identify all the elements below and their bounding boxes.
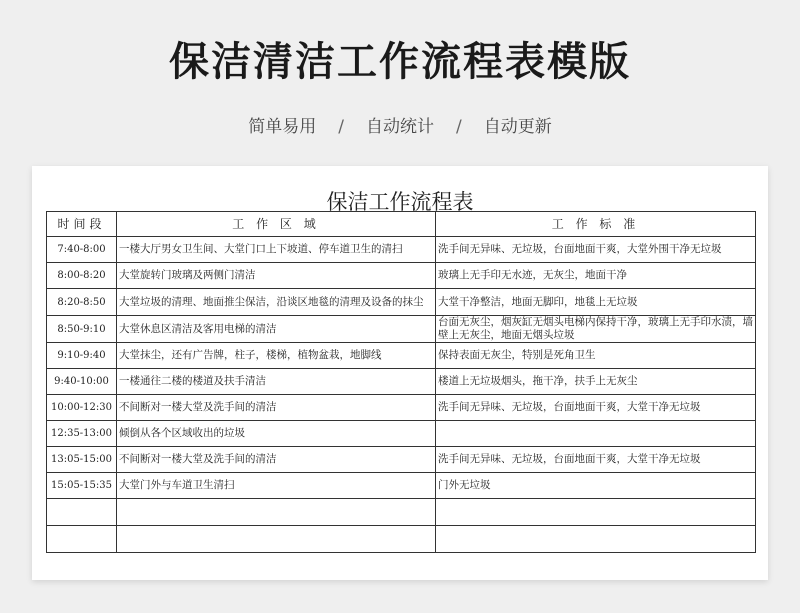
table-row-empty [47, 526, 756, 553]
table-row [47, 289, 756, 316]
cell-standard [436, 421, 756, 447]
cell-standard: 保持表面无灰尘，特别是死角卫生 [436, 343, 756, 369]
cell-standard: 门外无垃圾 [436, 473, 756, 499]
table-row [47, 369, 756, 395]
cell-area: 一楼大厅男女卫生间、大堂门口上下坡道、停车道卫生的清扫 [117, 237, 436, 263]
table-row [47, 473, 756, 499]
table-row [47, 263, 756, 289]
cell-time: 7:40-8:00 [47, 237, 117, 263]
cell-standard: 大堂干净整洁，地面无脚印，地毯上无垃圾 [436, 289, 756, 316]
cell-time [47, 526, 117, 553]
cell-standard: 台面无灰尘，烟灰缸无烟头电梯内保持干净，玻璃上无手印水渍，墙壁上无灰尘，地面无烟头垃圾 [436, 316, 756, 343]
table-row [47, 447, 756, 473]
cell-time: 10:00-12:30 [47, 395, 117, 421]
table-row [47, 421, 756, 447]
workflow-table [46, 211, 756, 553]
cell-time: 8:00-8:20 [47, 263, 117, 289]
table-row [47, 316, 756, 343]
table-row [47, 237, 756, 263]
tag-separator: / [456, 117, 462, 137]
cell-time: 15:05-15:35 [47, 473, 117, 499]
tag-separator: / [338, 117, 344, 137]
cell-time: 8:50-9:10 [47, 316, 117, 343]
cell-time: 13:05-15:00 [47, 447, 117, 473]
table-row-empty [47, 499, 756, 526]
cell-standard [436, 499, 756, 526]
cell-area: 一楼通往二楼的楼道及扶手清洁 [117, 369, 436, 395]
cell-area [117, 526, 436, 553]
feature-tags [0, 112, 800, 137]
cell-time: 9:10-9:40 [47, 343, 117, 369]
cell-standard: 楼道上无垃圾烟头，拖干净，扶手上无灰尘 [436, 369, 756, 395]
cell-area: 不间断对一楼大堂及洗手间的清洁 [117, 447, 436, 473]
cell-time: 8:20-8:50 [47, 289, 117, 316]
cell-standard: 洗手间无异味、无垃圾，台面地面干爽，大堂干净无垃圾 [436, 395, 756, 421]
header-time: 时间段 [47, 212, 117, 237]
document-sheet [32, 166, 768, 580]
cell-area: 倾倒从各个区域收出的垃圾 [117, 421, 436, 447]
cell-area: 大堂旋转门玻璃及两侧门清洁 [117, 263, 436, 289]
cell-standard [436, 526, 756, 553]
cell-standard: 洗手间无异味、无垃圾，台面地面干爽，大堂外围干净无垃圾 [436, 237, 756, 263]
cell-area: 大堂休息区清洁及客用电梯的清洁 [117, 316, 436, 343]
header-standard: 工 作 标 准 [436, 212, 756, 237]
cell-standard: 玻璃上无手印无水迹，无灰尘，地面干净 [436, 263, 756, 289]
tag-auto-stats: 自动统计 [366, 117, 434, 137]
sheet-title: 保洁工作流程表 [326, 190, 474, 214]
table-row [47, 395, 756, 421]
cell-time [47, 499, 117, 526]
table-header-row [47, 212, 756, 237]
cell-area [117, 499, 436, 526]
tag-auto-update: 自动更新 [483, 117, 552, 137]
cell-time: 9:40-10:00 [47, 369, 117, 395]
cell-standard: 洗手间无异味、无垃圾，台面地面干爽，大堂干净无垃圾 [436, 447, 756, 473]
cell-area: 大堂门外与车道卫生清扫 [117, 473, 436, 499]
table-row [47, 343, 756, 369]
page-title: 保洁清洁工作流程表模版 [169, 39, 631, 85]
header-area: 工 作 区 域 [117, 212, 436, 237]
cell-time: 12:35-13:00 [47, 421, 117, 447]
cell-area: 大堂抹尘，还有广告牌，柱子，楼梯，植物盆栽，地脚线 [117, 343, 436, 369]
cell-area: 不间断对一楼大堂及洗手间的清洁 [117, 395, 436, 421]
tag-easy: 简单易用 [248, 117, 317, 137]
cell-area: 大堂垃圾的清理、地面推尘保洁，沿谈区地毯的清理及设备的抹尘 [117, 289, 436, 316]
